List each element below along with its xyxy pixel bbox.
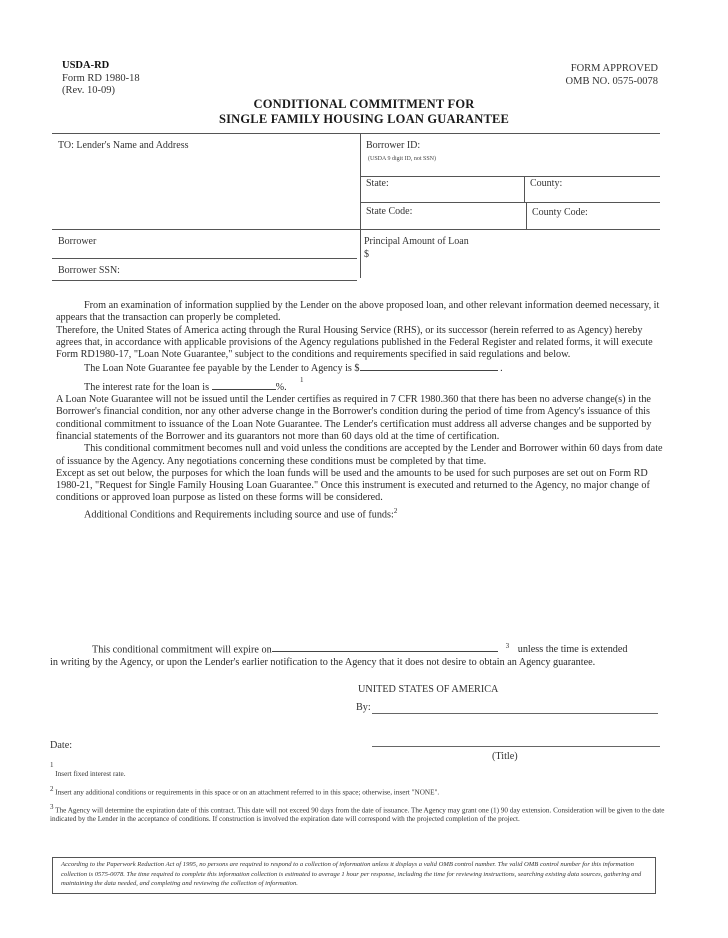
guarantee-fee-text: The Loan Note Guarantee fee payable by the Lender to Agency is $	[84, 363, 360, 375]
grid-rule-state-code	[360, 202, 660, 203]
expiration-date-input[interactable]	[272, 642, 498, 652]
interest-rate-suffix: %.	[275, 381, 287, 393]
grid-rule-borrower	[52, 229, 660, 230]
interest-rate-text: The interest rate for the loan is	[84, 381, 210, 393]
borrower-id-note: (USDA 9 digit ID, not SSN)	[368, 156, 437, 162]
form-approved-label: FORM APPROVED	[570, 63, 658, 74]
footnote-3-text: The Agency will determine the expiration date of this contract. This date will not exceed 90 days from the date of issuance. The Agency may grant one (1) 90 day extension. Consideration will be given to the date indicated by the Lender in the acceptance of conditions. If construction is involved the expiration date will correspond with the projected completion of the project.	[50, 806, 665, 824]
form-identification	[62, 60, 140, 98]
footnote-2-text: Insert any additional conditions or requirements in this space or on an attachment referred to in this space; otherwise, insert "NONE".	[55, 788, 440, 797]
footnote-ref-2: 2	[393, 506, 398, 515]
by-label: By:	[356, 702, 371, 713]
agency-name: USDA-RD	[62, 60, 110, 71]
title-line-1: CONDITIONAL COMMITMENT FOR	[253, 97, 475, 111]
title-line[interactable]	[372, 746, 660, 747]
footnote-ref-3: 3	[505, 642, 510, 650]
county-code-field[interactable]: County Code:	[532, 207, 588, 218]
footnote-2	[50, 785, 665, 797]
form-approval	[566, 62, 658, 88]
footnote-3	[50, 803, 665, 824]
omb-number: OMB NO. 0575-0078	[565, 76, 658, 87]
state-field[interactable]: State:	[366, 178, 389, 189]
commitment-body	[56, 300, 670, 521]
adverse-change-paragraph: A Loan Note Guarantee will not be issued until the Lender certifies as required in 7 CFR 1980.360 that there has been no adverse change(s) in the Borrower's financial condition, nor any other adverse change in the Borrower's condition during the period of time from Agency's issuance of this conditional commitment to issuance of the Loan Note Guarantee. The Lender's certification must address all adverse changes and be supported by financial statements of the Borrower and its guarantors not more than 60 days old at the time of certification.	[56, 394, 652, 442]
grid-rule-ssn	[52, 258, 357, 259]
borrower-field[interactable]: Borrower	[58, 236, 97, 247]
interest-rate-input[interactable]	[212, 380, 276, 390]
footnote-1	[50, 761, 665, 779]
state-code-field[interactable]: State Code:	[366, 206, 413, 217]
grid-county-code-divider	[526, 202, 527, 229]
form-number: Form RD 1980-18	[62, 72, 140, 84]
principal-amount-field[interactable]: Principal Amount of Loan	[364, 236, 469, 247]
grid-county-divider	[524, 176, 525, 203]
principal-dollar-sign: $	[364, 249, 369, 260]
additional-conditions-label: Additional Conditions and Requirements including source and use of funds:	[84, 509, 394, 521]
null-void-paragraph: This conditional commitment becomes null and void unless the conditions are accepted by the Lender and Borrower within 60 days from date of issuance by the Agency. Any negotiations concerning these conditions must be completed by that time.	[56, 443, 663, 467]
loan-purpose-paragraph: Except as set out below, the purposes for which the loan funds will be used and the amounts to be used for such purposes are set out on Form RD 1980-21, "Request for Single Family Housing Loan Guarantee." Once this instrument is executed and returned to the Agency, no major change of conditions or approved loan purpose as listed on these forms will be considered.	[56, 467, 650, 504]
date-label: Date:	[50, 740, 73, 751]
borrower-id-field[interactable]: Borrower ID:	[366, 140, 421, 151]
form-revision: (Rev. 10-09)	[62, 85, 115, 96]
examination-paragraph: From an examination of information supplied by the Lender on the above proposed loan, and other relevant information deemed necessary, it appears that the transaction can properly be completed.	[56, 300, 660, 324]
footnote-number-1: 1	[50, 761, 54, 769]
borrower-ssn-field[interactable]: Borrower SSN:	[58, 265, 120, 276]
signature-line[interactable]	[372, 713, 658, 714]
grid-center-divider	[360, 133, 361, 278]
footnote-number-3: 3	[50, 803, 54, 811]
expiration-block	[50, 640, 670, 669]
expiration-text: This conditional commitment will expire on	[92, 644, 272, 656]
footnote-1-text: Insert fixed interest rate.	[55, 770, 126, 779]
paperwork-reduction-notice: According to the Paperwork Reduction Act of 1995, no persons are required to respond to a collection of information unless it displays a valid OMB control number. The valid OMB control number for this information collection is 0575-0078. The time required to complete this information collection is estimated to average 1 hour per response, including the time for reviewing instructions, searching existing data sources, gathering and maintaining the data needed, and completing and reviewing the collection of information.	[52, 857, 656, 894]
additional-conditions-input[interactable]	[56, 580, 666, 630]
lender-name-address-field[interactable]: TO: Lender's Name and Address	[58, 140, 189, 151]
interest-rate-paragraph	[56, 380, 670, 394]
footnote-number-2: 2	[50, 785, 54, 793]
grid-rule-state	[360, 176, 660, 177]
guarantee-fee-paragraph: The Loan Note Guarantee fee payable by the Lender to Agency is $ .	[84, 363, 503, 375]
form-title	[0, 97, 728, 127]
footnote-ref-1: 1	[300, 375, 304, 384]
usa-label: UNITED STATES OF AMERICA	[358, 684, 499, 695]
agreement-paragraph: Therefore, the United States of America acting through the Rural Housing Service (RHS), or its successor (herein referred to as Agency) hereby agrees that, in accordance with applicable provisions of the Agency regulations published in the Federal Register and related forms, it will execute Form RD1980-17, "Loan Note Guarantee," subject to the conditions and requirements specified in said regulations and below.	[56, 324, 653, 361]
title-line-2: SINGLE FAMILY HOUSING LOAN GUARANTEE	[218, 112, 510, 126]
additional-conditions-paragraph	[56, 505, 670, 522]
county-field[interactable]: County:	[530, 178, 563, 189]
grid-top-rule	[52, 133, 660, 134]
expiration-suffix: unless the time is extended	[517, 644, 628, 656]
guarantee-fee-input[interactable]	[360, 361, 498, 371]
grid-bottom-rule	[52, 280, 357, 281]
title-label: (Title)	[492, 751, 518, 762]
expiration-writing-paragraph: in writing by the Agency, or upon the Lender's earlier notification to the Agency that it does not desire to obtain an Agency guarantee.	[50, 656, 596, 668]
